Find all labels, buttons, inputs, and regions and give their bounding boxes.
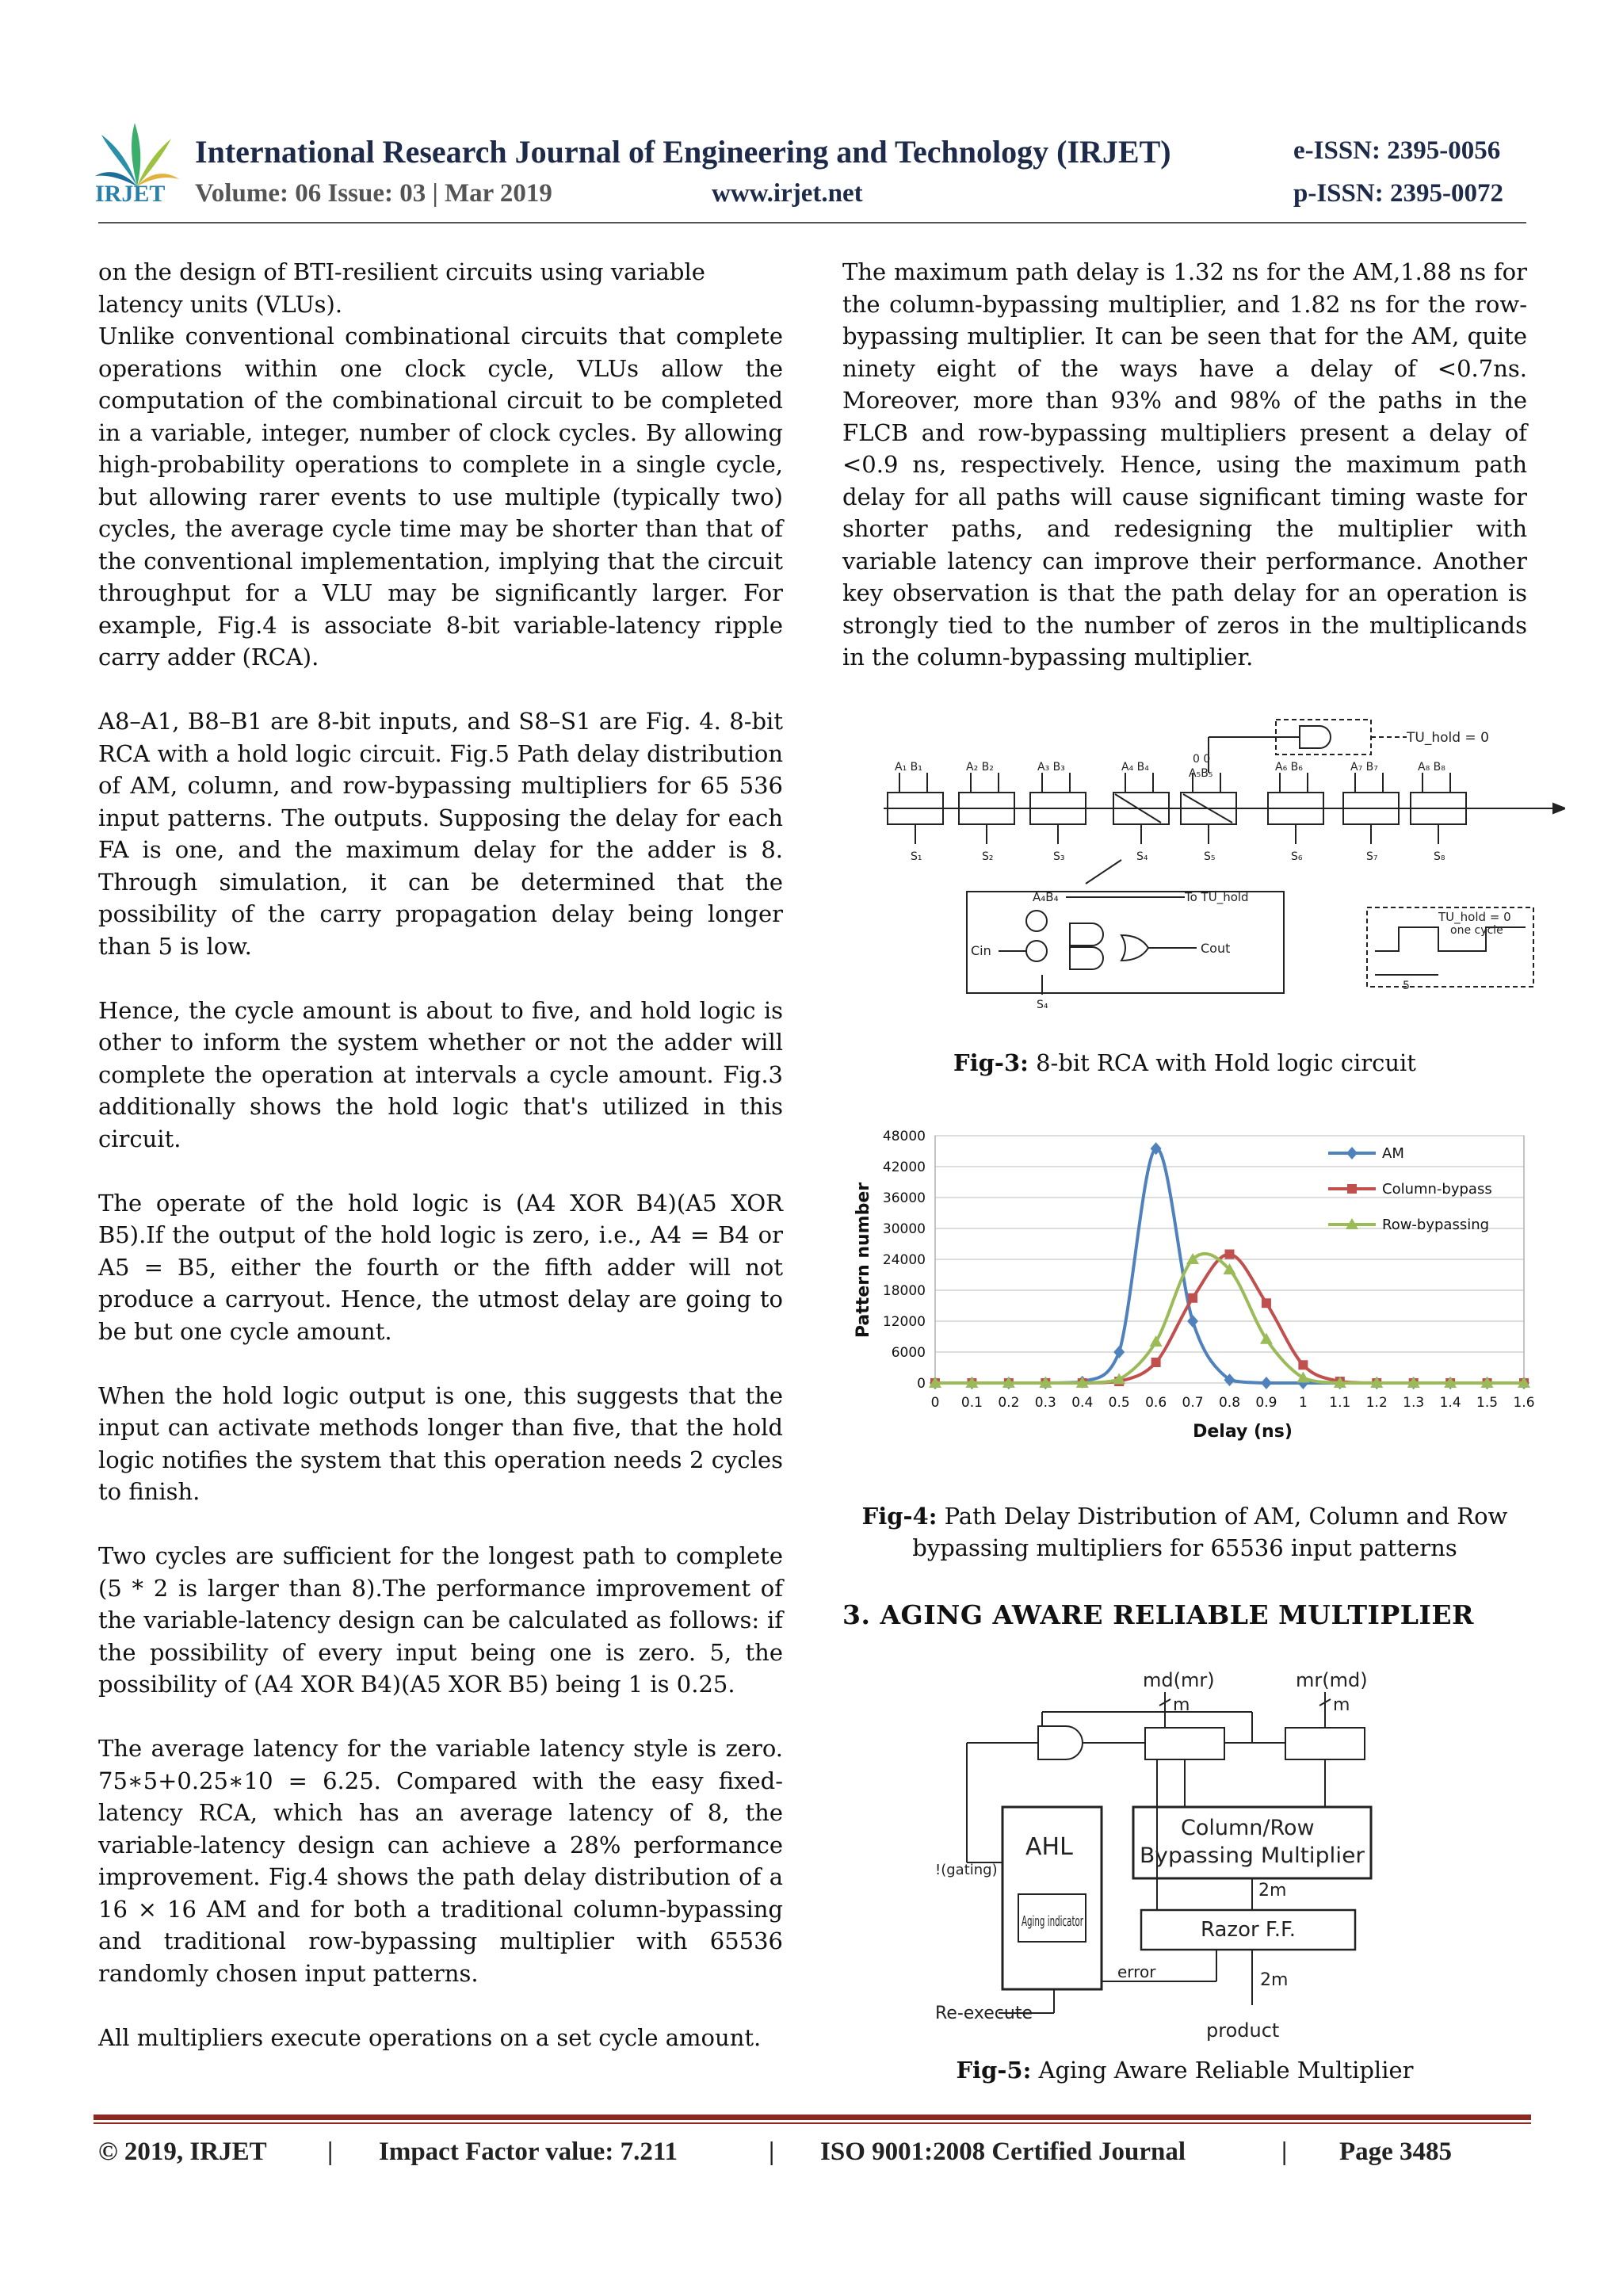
left-column [98, 256, 783, 2053]
chart-point [1151, 1358, 1161, 1367]
chart-x-tick-label: 1.3 [1403, 1395, 1425, 1411]
chart-x-tick-label: 0.9 [1255, 1395, 1277, 1411]
chart-x-tick-label: 0.1 [960, 1395, 983, 1411]
footer-iso: ISO 9001:2008 Certified Journal [820, 2137, 1186, 2166]
chart-y-tick-label: 24000 [882, 1252, 926, 1268]
footer-divider-thin [94, 2122, 1531, 2124]
fig3-tu-hold-label: TU_hold = 0 [1407, 730, 1489, 746]
chart-xlabel: Delay (ns) [1193, 1422, 1293, 1442]
chart-y-tick-label: 12000 [882, 1314, 926, 1330]
fig3-output: S₁ [911, 850, 922, 863]
chart-x-tick-label: 0 [930, 1395, 940, 1411]
fig5-col-row-2: Bypassing Multiplier [1140, 1843, 1365, 1868]
fig3-input: A₄ B₄ [1121, 761, 1149, 774]
fig3-output: S₈ [1434, 850, 1445, 863]
left-paragraph-5: The operate of the hold logic is (A4 XOR B4)(A5 XOR B5).If the output of the hold logic is zero, i.e., A4 = B4 or A5 = B5, either the fourth or the fifth adder will not produce a carryout. Hence, the utmost delay are going to be but one cycle amount. [98, 1189, 783, 1345]
fig3-input: A₂ B₂ [966, 761, 994, 774]
fig4-caption-label: Fig-4: [861, 1503, 938, 1530]
volume-issue: Volume: 06 Issue: 03 | Mar 2019 [195, 179, 552, 208]
eissn: e-ISSN: 2395-0056 [1293, 136, 1501, 165]
fig4-chart [846, 1121, 1544, 1446]
chart-x-tick-label: 0.4 [1071, 1395, 1094, 1411]
chart-legend-label: Row-bypassing [1382, 1217, 1490, 1233]
fig3-caption [842, 1047, 1527, 1079]
fig4-caption-text: Path Delay Distribution of AM, Column and Row bypassing multipliers for 65536 input patterns [912, 1503, 1508, 1561]
chart-x-tick-label: 1.5 [1476, 1395, 1499, 1411]
fig3-output: S₂ [982, 850, 994, 863]
chart-x-tick-label: 0.6 [1145, 1395, 1167, 1411]
fig5-ahl: AHL [1025, 1833, 1073, 1861]
right-column [842, 256, 1527, 674]
left-paragraph-6: When the hold logic output is one, this suggests that the input can activate methods longer than five, that the hold logic notifies the system that this operation needs 2 cycles to finish. [98, 1381, 783, 1505]
fig3-s4-small: S₄ [1037, 999, 1048, 1011]
fig3-timing-label-a: TU_hold = 0 [1438, 910, 1511, 924]
fig3-caption-text: 8-bit RCA with Hold logic circuit [1028, 1049, 1416, 1076]
footer-separator: | [769, 2137, 775, 2166]
fig3-cin: Cin [971, 943, 991, 958]
fig3-input: A₃ B₃ [1037, 761, 1065, 774]
chart-x-tick-label: 1.2 [1365, 1395, 1388, 1411]
chart-x-tick-label: 0.2 [998, 1395, 1020, 1411]
fig3-output: S₄ [1136, 850, 1148, 863]
section-3-heading: 3. AGING AWARE RELIABLE MULTIPLIER [842, 1599, 1474, 1630]
left-paragraph-2: Unlike conventional combinational circuits that complete operations within one clock cycle, VLUs allow the computation of the combinational circuit to be completed in a variable, integer, number of clock cycles. By allowing high-probability operations to complete in a single cycle, but allowing rarer events to use multiple (typically two) cycles, the average cycle time may be shorter than that of the conventional implementation, implying that the circuit throughput for a VLU may be significantly larger. For example, Fig.4 is associate 8-bit variable-latency ripple carry adder (RCA). [98, 323, 783, 670]
fig3-output: S₅ [1204, 850, 1216, 863]
footer-separator: | [1281, 2137, 1288, 2166]
fig3-input: A₇ B₇ [1350, 761, 1378, 774]
left-paragraph-3: A8–A1, B8–B1 are 8-bit inputs, and S8–S1 are Fig. 4. 8-bit RCA with a hold logic circuit. Fig.5 Path delay distribution of AM, column, and row-bypassing multipliers for 65 536 input patterns. The outputs. Supposing the delay for each FA is one, and the maximum delay for the adder is 8. Through simulation, it can be determined that the possibility of the carry propagation delay being longer than 5 is low. [98, 708, 783, 960]
fig5-md-mr: md(mr) [1143, 1669, 1215, 1691]
chart-point [1298, 1360, 1308, 1370]
fig3-output: S₇ [1366, 850, 1378, 863]
fig5-2m-1: 2m [1258, 1881, 1287, 1901]
left-paragraph-4: Hence, the cycle amount is about to five, and hold logic is other to inform the system whether or not the adder will complete the operation at intervals a cycle amount. Fig.3 additionally shows the hold logic that's utilized in this circuit. [98, 996, 783, 1152]
fig3-a4b4: A₄B₄ [1033, 890, 1059, 904]
chart-x-tick-label: 1 [1298, 1395, 1308, 1411]
fig3-timing-label-b: one cycle [1450, 924, 1503, 937]
fig3-caption-label: Fig-3: [953, 1049, 1029, 1076]
fig3-output: S₆ [1291, 850, 1303, 863]
fig5-mr-md: mr(md) [1296, 1669, 1368, 1691]
fig3-five-label: 5 [1403, 980, 1410, 992]
fig4-caption [842, 1500, 1527, 1564]
chart-x-tick-label: 1.6 [1513, 1395, 1535, 1411]
chart-x-tick-label: 1.4 [1439, 1395, 1461, 1411]
chart-y-tick-label: 18000 [882, 1283, 926, 1299]
aging-aware-multiplier-diagram [935, 1664, 1426, 2053]
chart-y-tick-label: 42000 [882, 1159, 926, 1175]
chart-y-tick-label: 6000 [891, 1345, 926, 1361]
fig5-gating: !(gating) [935, 1862, 998, 1878]
fig5-aging-indicator: Aging indicator [1022, 1913, 1084, 1930]
chart-legend-label: AM [1382, 1145, 1404, 1162]
footer-divider [94, 2115, 1531, 2120]
header-divider [98, 222, 1526, 223]
fig3-to-tu-hold: To TU_hold [1185, 890, 1249, 904]
chart-y-tick-label: 48000 [882, 1129, 926, 1144]
fig5-error: error [1117, 1962, 1156, 1981]
chart-point [1188, 1293, 1197, 1303]
fig3-input: A₈ B₈ [1418, 761, 1445, 774]
fig5-product: product [1206, 2019, 1280, 2042]
fig3-diagram [884, 713, 1565, 1014]
chart-x-tick-label: 0.7 [1182, 1395, 1204, 1411]
fig5-m2: m [1333, 1695, 1350, 1715]
chart-legend-marker [1347, 1184, 1357, 1194]
chart-ylabel: Pattern number [854, 1182, 873, 1339]
fig5-caption [842, 2054, 1527, 2086]
left-paragraph-8: The average latency for the variable latency style is zero. 75∗5+0.25∗10 = 6.25. Compared with the easy fixed-latency RCA, which has an average latency of 8, the variable-latency design can achieve a 28% performance improvement. Fig.4 shows the path delay distribution of a 16 × 16 AM and for both a traditional column-bypassing and traditional row-bypassing multiplier with 65536 randomly chosen input patterns. [98, 1735, 783, 1987]
chart-point [1225, 1250, 1235, 1259]
chart-legend-label: Column-bypass [1382, 1181, 1492, 1198]
pissn: p-ISSN: 2395-0072 [1293, 179, 1503, 208]
journal-title: International Research Journal of Engineering and Technology (IRJET) [195, 134, 1171, 170]
fig3-output: S₃ [1053, 850, 1065, 863]
footer-separator: | [327, 2137, 334, 2166]
chart-x-tick-label: 1.1 [1329, 1395, 1351, 1411]
chart-point [1262, 1298, 1271, 1308]
fig5-caption-text: Aging Aware Reliable Multiplier [1031, 2057, 1414, 2084]
fig5-m1: m [1173, 1695, 1190, 1715]
path-delay-chart [846, 1121, 1544, 1446]
chart-y-tick-label: 36000 [882, 1190, 926, 1206]
footer-page-number: Page 3485 [1339, 2137, 1453, 2166]
fig5-2m-2: 2m [1260, 1970, 1289, 1990]
fig3-input: A₁ B₁ [895, 761, 922, 774]
right-paragraph-1: The maximum path delay is 1.32 ns for the AM,1.88 ns for the column-bypassing multiplier, and 1.82 ns for the row-bypassing multiplier. It can be seen that for the AM, quite ninety eight of the ways have a delay of <0.7ns. Moreover, more than 93% and 98% of the paths in the FLCB and row-bypassing multipliers present a delay of <0.9 ns, respectively. Hence, using the maximum path delay for all paths will cause significant timing waste for shorter paths, and redesigning the multiplier with variable latency can improve their performance. Another key observation is that the path delay for an operation is strongly tied to the number of zeros in the multiplicands in the column-bypassing multiplier. [842, 258, 1527, 670]
fig5-caption-label: Fig-5: [956, 2057, 1032, 2084]
footer-copyright: © 2019, IRJET [98, 2137, 267, 2166]
rca-hold-logic-diagram [884, 713, 1565, 1014]
chart-y-tick-label: 0 [917, 1376, 926, 1392]
fig5-col-row-1: Column/Row [1181, 1816, 1315, 1840]
chart-x-tick-label: 0.5 [1108, 1395, 1130, 1411]
fig3-input: A₅B₅ [1189, 767, 1213, 780]
fig3-input: A₆ B₆ [1275, 761, 1303, 774]
fig5-diagram [935, 1664, 1426, 2053]
chart-x-tick-label: 0.3 [1034, 1395, 1056, 1411]
footer-impact-factor: Impact Factor value: 7.211 [379, 2137, 678, 2166]
journal-website: www.irjet.net [712, 179, 863, 208]
chart-x-tick-label: 0.8 [1218, 1395, 1241, 1411]
logo-text: IRJET [95, 181, 166, 207]
left-paragraph-1: on the design of BTI-resilient circuits using variable latency units (VLUs). [98, 258, 705, 318]
left-paragraph-7: Two cycles are sufficient for the longest path to complete (5 * 2 is larger than 8).The performance improvement of the variable-latency design can be calculated as follows: if the possibility of every input being one is zero. 5, the possibility of (A4 XOR B4)(A5 XOR B5) being 1 is 0.25. [98, 1542, 783, 1698]
left-paragraph-9: All multipliers execute operations on a set cycle amount. [98, 2023, 762, 2051]
fig3-zeros: 0 0 [1193, 753, 1211, 766]
chart-y-tick-label: 30000 [882, 1221, 926, 1237]
fig5-reexecute: Re-execute [935, 2004, 1033, 2023]
fig5-razor: Razor F.F. [1201, 1918, 1296, 1942]
fig3-cout: Cout [1201, 941, 1231, 956]
